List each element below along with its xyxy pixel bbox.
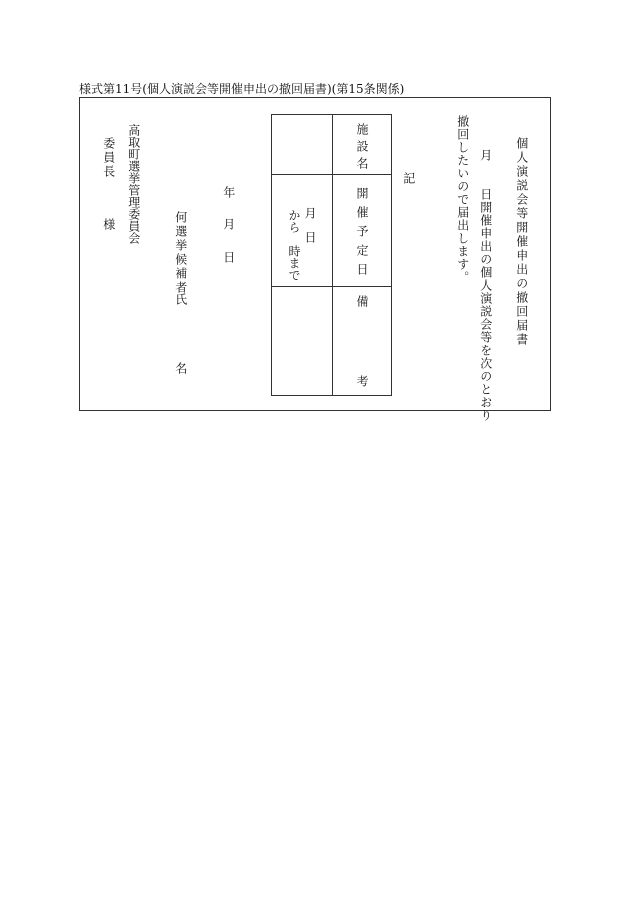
ki-label: 記 [401,172,416,184]
table-row-divider-2 [272,286,391,287]
form-title: 個人演説会等開催申出の撤回届書 [514,137,529,347]
applicant-label: 何選挙候補者 [173,211,188,295]
details-table [271,114,392,396]
schedule-value-line1: 月 日 [303,207,317,243]
addressee-line2: 委員長 [101,137,116,179]
date-year: 年 [221,186,236,198]
applicant-mei: 名 [173,362,188,374]
schedule-value-line2: から 時まで [287,209,301,281]
schedule-label: 開催予定日 [355,187,369,282]
date-day: 日 [221,251,236,263]
addressee-honorific: 様 [101,218,116,230]
form-caption: 様式第11号(個人演説会等開催申出の撤回届書)(第15条関係) [79,82,405,96]
facility-label: 施設名 [355,123,369,174]
date-month: 月 [221,218,236,230]
table-row-divider-1 [272,174,391,175]
remarks-label-bottom: 考 [355,375,369,387]
remarks-label-top: 備 [355,295,369,307]
applicant-shi: 氏 [173,293,188,305]
body-line1: 月 日開催申出の個人演説会等を次のとおり [478,149,493,422]
addressee-line1: 高取町選挙管理委員会 [126,124,141,244]
body-line2: 撤回したいので届出します。 [455,115,470,284]
table-column-divider [332,115,333,395]
